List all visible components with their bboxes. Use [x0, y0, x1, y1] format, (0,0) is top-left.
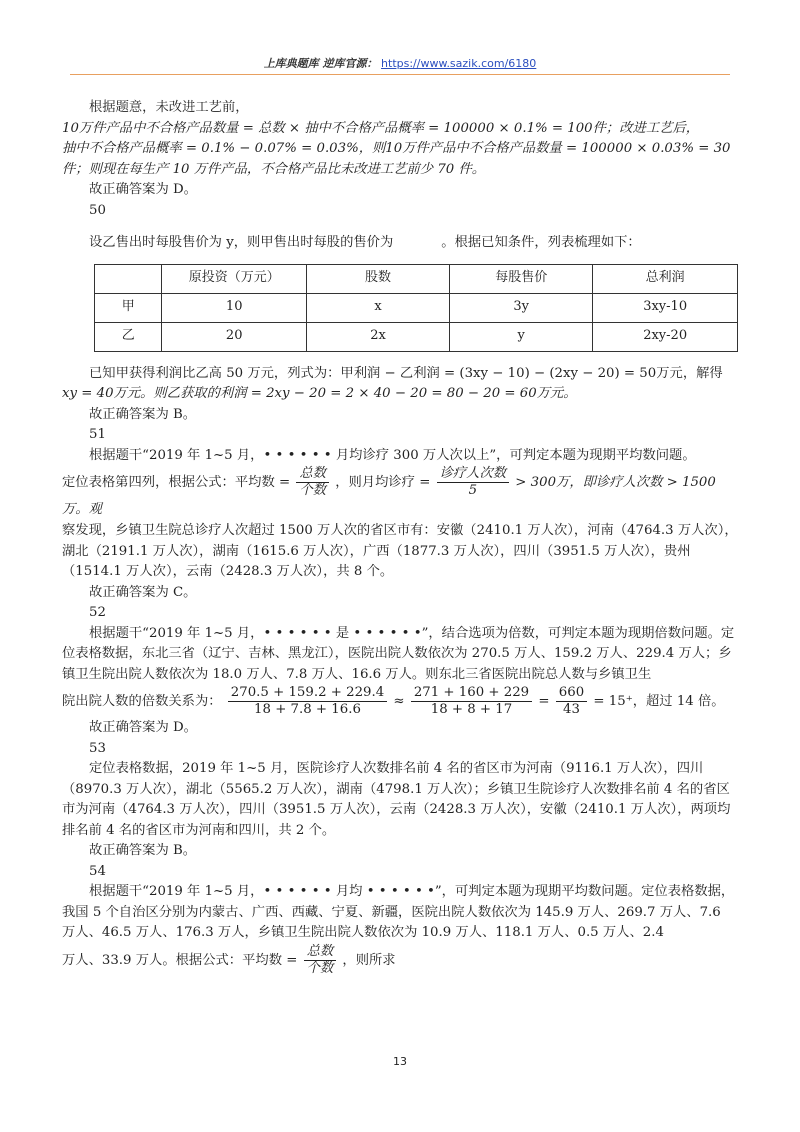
- q51-fraction-monthly: [437, 466, 509, 499]
- q49-answer: 故正确答案为 D。: [89, 182, 197, 197]
- table-cell: y: [450, 322, 593, 351]
- q52-answer: 故正确答案为 D。: [89, 720, 197, 735]
- q50-intro-a: 设乙售出时每股售价为 y，则甲售出时每股的售价为: [89, 235, 394, 250]
- table-header-cell: 每股售价: [450, 264, 593, 293]
- fraction-numerator: 总数: [296, 466, 329, 483]
- q54-p1: 根据题干“2019 年 1~5 月，• • • • • • 月均 • • • • • •”，可判定本题为现期平均数问题。定位表格数据，我国 5 个自治区分别为内蒙古、广西、西藏、宁夏、新疆，医院出院人数依次为 145.9 万人、269.7 万人、7.6 万人、46.5 万人、176.3 万人，乡镇卫生院出院人数依次为 10.9 万人、118.1 万人、0.5 万人、2.4: [62, 884, 735, 940]
- q52-equals: =: [538, 694, 550, 709]
- table-cell: 20: [162, 322, 306, 351]
- table-row: [95, 322, 738, 351]
- q51-p2c: > 300万，即诊疗人次数 > 1500万。观: [62, 475, 716, 517]
- fraction-denominator: 个数: [299, 483, 326, 498]
- table-header-cell: [95, 264, 162, 293]
- q54-p2b: ，则所求: [342, 952, 396, 968]
- fraction-denominator: 43: [563, 702, 580, 717]
- q49-p2: 10万件产品中不合格产品数量 = 总数 × 抽中不合格产品概率 = 100000 × 0.1% = 100件；改进工艺后，: [62, 120, 700, 136]
- table-cell: x: [306, 293, 449, 322]
- q50-intro-b: 。根据已知条件，列表梳理如下：: [441, 235, 641, 250]
- header-label: 上库典题库 逆库官源：: [263, 57, 378, 70]
- q51-number: 51: [89, 427, 106, 442]
- page-header: [0, 55, 800, 71]
- q51-p1: 根据题干“2019 年 1~5 月，• • • • • • 月均诊疗 300 万人次以上”，可判定本题为现期平均数问题。: [89, 447, 696, 463]
- q50-p2: xy = 40万元。则乙获取的利润 = 2xy − 20 = 2 × 40 − 20 = 80 − 20 = 60万元。: [62, 386, 577, 401]
- q50-p1: 已知甲获得利润比乙高 50 万元，列式为：甲利润 − 乙利润 = (3xy − 10) − (2xy − 20) = 50万元，解得: [89, 365, 723, 381]
- fraction-numerator: 660: [556, 685, 587, 702]
- q52-p1: 根据题干“2019 年 1~5 月，• • • • • • 是 • • • • • •”，结合选项为倍数，可判定本题为现期倍数问题。定位表格数据，东北三省（辽宁、吉林、黑龙江），医院出院人数依次为 270.5 万人、159.2 万人、229.4 万人；乡镇卫生院出院人数依次为 18.0 万人、7.8 万人、16.6 万人。则东北三省医院出院总人数与乡镇卫生: [62, 625, 735, 682]
- q54-p2a: 万人、33.9 万人。根据公式：平均数 =: [62, 952, 298, 968]
- table-cell: 3xy-10: [593, 293, 738, 322]
- fraction-numerator: 诊疗人次数: [437, 466, 509, 483]
- fraction-numerator: 270.5 + 159.2 + 229.4: [228, 685, 387, 702]
- q50-number: 50: [89, 202, 106, 218]
- q50-intro: [62, 233, 738, 254]
- q53-p1: 定位表格数据，2019 年 1~5 月，医院诊疗人次数排名前 4 名的省区市为河南（9116.1 万人次），四川（8970.3 万人次），湖北（5565.2 万人次），湖南（4798.1 万人次）；乡镇卫生院诊疗人次数排名前 4 名的省区市为河南（4764.3 万人次），四川（3951.5 万人次），云南（2428.3 万人次），安徽（2410.1 万人次），两项均排名前 4 名的省区市为河南和四川，共 2 个。: [62, 761, 731, 838]
- q53-answer: 故正确答案为 B。: [89, 843, 197, 858]
- fraction-denominator: 18 + 7.8 + 16.6: [254, 702, 361, 717]
- fraction-numerator: 总数: [304, 944, 337, 961]
- header-link[interactable]: https://www.sazik.com/6180: [381, 57, 537, 70]
- table-header-cell: 原投资（万元）: [162, 264, 306, 293]
- fraction-denominator: 5: [468, 483, 478, 498]
- q52-approx: ≈: [393, 694, 405, 709]
- q51-p2: [62, 466, 738, 521]
- q51-fraction-average: [296, 466, 329, 499]
- q51-answer: 故正确答案为 C。: [89, 584, 197, 600]
- q54-p2: [62, 944, 738, 977]
- q52-fraction-2: [411, 685, 532, 718]
- fraction-denominator: 18 + 8 + 17: [430, 702, 513, 717]
- table-cell: 3y: [450, 293, 593, 322]
- table-cell: 甲: [95, 293, 162, 322]
- q52-number: 52: [89, 605, 106, 620]
- q51-p2b: ，则月均诊疗 =: [335, 475, 431, 490]
- table-header-cell: 股数: [306, 264, 449, 293]
- page-number: 13: [393, 1055, 407, 1068]
- table-cell: 10: [162, 293, 306, 322]
- q52-p2: [62, 685, 738, 718]
- table-cell: 2xy-20: [593, 322, 738, 351]
- q54-fraction-average: [304, 944, 337, 977]
- q52-p2a: 院出院人数的倍数关系为：: [62, 694, 222, 709]
- q51-p3: 察发现，乡镇卫生院总诊疗人次超过 1500 万人次的省区市有：安徽（2410.1 万人次），河南（4764.3 万人次），湖北（2191.1 万人次），湖南（1615.6 万人次），广西（1877.3 万人次），四川（3951.5 万人次），贵州（1514.1 万人次），云南（2428.3 万人次），共 8 个。: [62, 523, 738, 579]
- q50-table: [94, 264, 738, 352]
- q53-number: 53: [89, 740, 106, 756]
- fraction-denominator: 个数: [306, 960, 334, 976]
- q52-fraction-3: [556, 685, 587, 718]
- fraction-numerator: 271 + 160 + 229: [411, 685, 532, 702]
- document-body: [62, 98, 738, 977]
- header-rule: [70, 74, 730, 75]
- q51-p2a: 定位表格第四列，根据公式：平均数 =: [62, 475, 291, 490]
- table-cell: 乙: [95, 322, 162, 351]
- q49-p3: 抽中不合格产品概率 = 0.1% − 0.07% = 0.03%，则10万件产品中不合格产品数量 = 100000 × 0.03% = 30件；则现在每生产 10 万件产品，不合格产品比未改进工艺前少 70 件。: [62, 141, 731, 177]
- table-header-row: [95, 264, 738, 293]
- q52-fraction-1: [228, 685, 387, 718]
- table-row: [95, 293, 738, 322]
- q49-p1: 根据题意，未改进工艺前，: [89, 100, 249, 115]
- q52-p2b: = 15⁺，超过 14 倍。: [593, 694, 725, 709]
- q54-number: 54: [89, 863, 106, 879]
- table-header-cell: 总利润: [593, 264, 738, 293]
- q50-answer: 故正确答案为 B。: [89, 406, 197, 422]
- table-cell: 2x: [306, 322, 449, 351]
